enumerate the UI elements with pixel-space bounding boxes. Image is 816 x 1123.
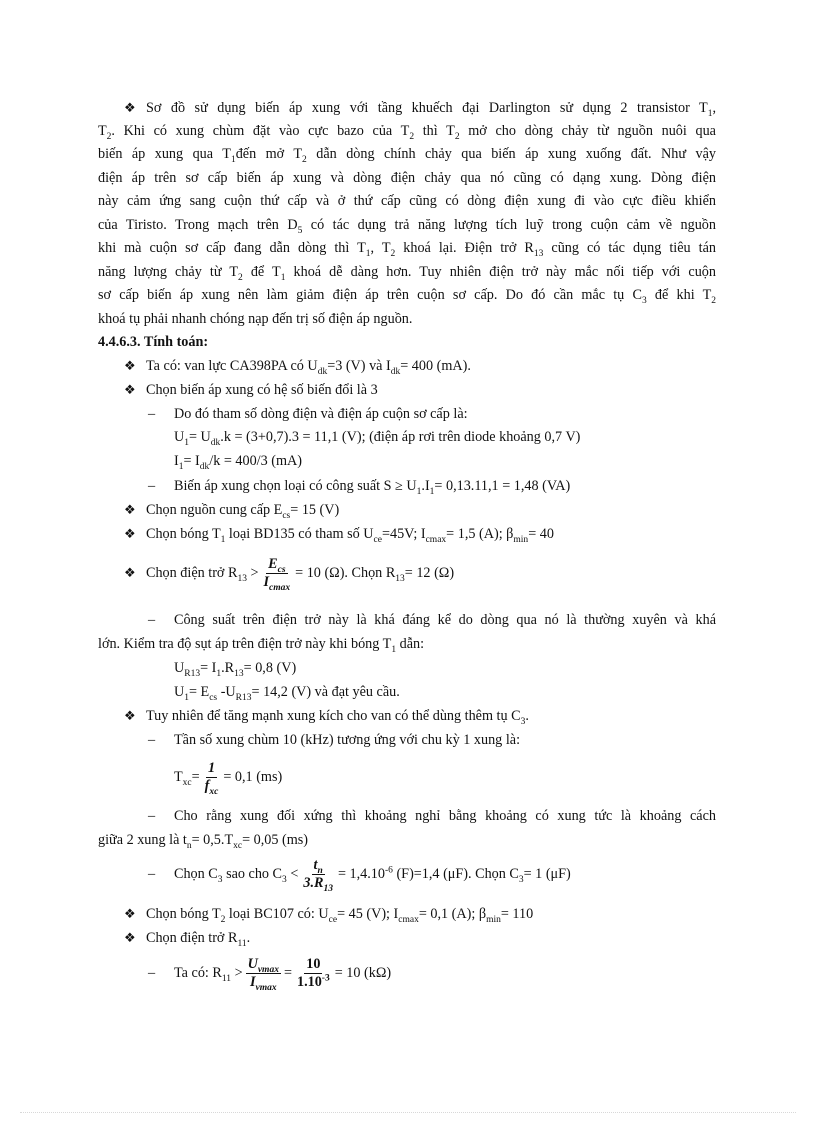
item-cong-suat-r: – Công suất trên điện trở này là khá đáng kể do dòng qua nó là thường xuyên và khá [148,612,716,628]
intro-line-4: điện áp trên sơ cấp biến áp xung và dòng điện chảy qua nó cũng có dạng xung. Dòng điện [98,170,716,186]
intro-line-7: khi mà cuộn sơ cấp đang dẫn dòng thì $T_1$, $T_2$ khoá lại. Điện trở $R_{13}$ cũng có tác dụng tiêu tán [98,240,716,259]
fraction-tn-3r13: $\frac{t_n}{3.R_{13}}$ [303,857,333,895]
section-heading: 4.4.6.3. Tính toán: [98,334,209,350]
intro-line-10: khoá tụ phải nhanh chóng nạp đến trị số điện áp nguồn. [98,311,413,327]
intro-line-5: này cảm ứng sang cuộn thứ cấp và ở thứ cấp cũng có dòng điện xung đi vào cực điều khiển [98,193,716,209]
dash-icon: – [148,406,156,422]
bullet-icon: ❖ [124,101,136,116]
intro-line-9: sơ cấp biến áp xung nên làm giảm điện áp trên cuộn sơ cấp. Do đó cần mắc tụ $C_3$ để khi $T_2$ [98,287,716,306]
intro-line-3: biến áp xung qua $T_1đến$ mở $T_2$ dẫn dòng chính chảy qua biến áp xung xuống đất. Như vậy [98,146,717,165]
fraction-1-fxc: $\frac{1}{f_{xc}}$ [204,760,219,798]
bullet-icon: ❖ [124,503,136,518]
page-footer-divider [20,1112,796,1113]
item-kiem-tra: lớn. Kiểm tra độ sụt áp trên điện trở này khi bóng $T_1$ dẫn: [98,636,425,655]
intro-line-1: ❖ Sơ đồ sử dụng biến áp xung với tầng khuếch đại Darlington sử dụng 2 transistor $T_1$, [124,100,716,119]
bullet-icon: ❖ [124,383,136,398]
item-cong-suat: – Biến áp xung chọn loại có công suất $S \ge U_1.I_1= 0,13.11,1 = 1,48$ (VA) [148,478,571,497]
formula-i1: $I_1= I_{dk}/k = 400/3$ (mA) [174,453,302,472]
bullet-icon: ❖ [124,359,136,374]
item-nguon: ❖ Chọn nguồn cung cấp $E_{cs}= 15$ (V) [124,502,340,521]
formula-ur13: $U_{R13}= I_1.R_{13}= 0,8$ (V) [174,660,297,679]
item-r13: ❖ Chọn điện trở $R_{13}$ > $\frac{E_{cs}}{I_{cmax}}$ = 10 (Ω). Chọn $R_{13}= 12$ (Ω) [124,556,455,594]
dash-icon: – [148,866,156,882]
intro-line-8: năng lượng chảy từ $T_2$ để $T_1$ khoá dễ dàng hơn. Tuy nhiên điện trở này mắc nối tiếp với cuộn [98,264,716,283]
intro-line-2: $T_2$. Khi có xung chùm đặt vào cực bazo của $T_2$ thì $T_2$ mở cho dòng chảy từ nguồn nuôi qua [98,123,716,142]
dash-icon: – [148,612,156,628]
item-bien-ap: ❖ Chọn biến áp xung có hệ số biến đổi là 3 [124,380,378,401]
formula-u1-check: $U_1= E_{cs}$ $-U_{R13}= 14,2$ (V) và đạt yêu cầu. [174,684,400,703]
item-bong-t1: ❖ Chọn bóng $T_1$ loại BD135 có tham số $U_{ce}=45V$; $I_{cmax}= 1,5$ (A); $\beta_{min}= 40$ [124,526,554,545]
dash-icon: – [148,732,156,748]
formula-r11: – Ta có: $R_{11}$ > $\frac{U_{vmax}}{I_{vmax}}$ = $\frac{10}{1.10^{-3}}$ = 10 (kΩ) [148,956,392,994]
bullet-icon: ❖ [124,527,136,542]
item-chon-c3: – Chọn $C_3$ sao cho $C_3$ < $\frac{t_n}{3.R_{13}}$ = $1,4.10^{-6}$ (F)=1,4 (μF). Chọn $C_3= 1$ (μF) [148,857,571,895]
item-tu-c3: ❖ Tuy nhiên để tăng mạnh xung kích cho van có thể dùng thêm tụ $C_3$. [124,708,529,727]
item-bong-t2: ❖ Chọn bóng $T_2$ loại BC107 có: $U_{ce}= 45$ (V); $I_{cmax}= 0,1$ (A); $\beta_{min}= 110$ [124,906,534,925]
fraction-10-over-1e-3: $\frac{10}{1.10^{-3}}$ [296,956,330,991]
item-tan-so: – Tần số xung chùm 10 (kHz) tương ứng với chu kỳ 1 xung là: [148,732,521,748]
bullet-icon: ❖ [124,709,136,724]
item-r11: ❖ Chọn điện trở $R_{11}$. [124,930,251,949]
bullet-icon: ❖ [124,907,136,922]
item-van-luc: ❖ Ta có: van lực CA398PA có $U_{dk}=3$ (V) và $I_{dk}= 400$ (mA). [124,358,471,377]
item-khoang-cach: giữa 2 xung là $t_n= 0,5.T_{xc}= 0,05$ (ms) [98,832,309,851]
fraction-ecs-icmax: $\frac{E_{cs}}{I_{cmax}}$ [263,556,291,594]
formula-u1: $U_1= U_{dk}.k = (3+0,7).3 = 11,1$ (V); (điện áp rơi trên diode khoảng 0,7 V) [174,429,581,448]
intro-line-6: của Tiristo. Trong mạch trên $D_5$ có tác dụng trả năng lượng tích luỹ trong cuộn cảm về nguồn [98,217,716,236]
item-tham-so: – Do đó tham số dòng điện và điện áp cuộn sơ cấp là: [148,406,468,422]
fraction-uvmax-ivmax: $\frac{U_{vmax}}{I_{vmax}}$ [247,956,279,994]
formula-txc: $T_{xc}=$ $\frac{1}{f_{xc}}$ = 0,1 (ms) [174,760,283,798]
dash-icon: – [148,965,156,981]
dash-icon: – [148,808,156,824]
dash-icon: – [148,478,156,494]
bullet-icon: ❖ [124,931,136,946]
bullet-icon: ❖ [124,566,136,581]
item-doi-xung: – Cho rằng xung đối xứng thì khoảng nghỉ bằng khoảng có xung tức là khoảng cách [148,808,716,824]
